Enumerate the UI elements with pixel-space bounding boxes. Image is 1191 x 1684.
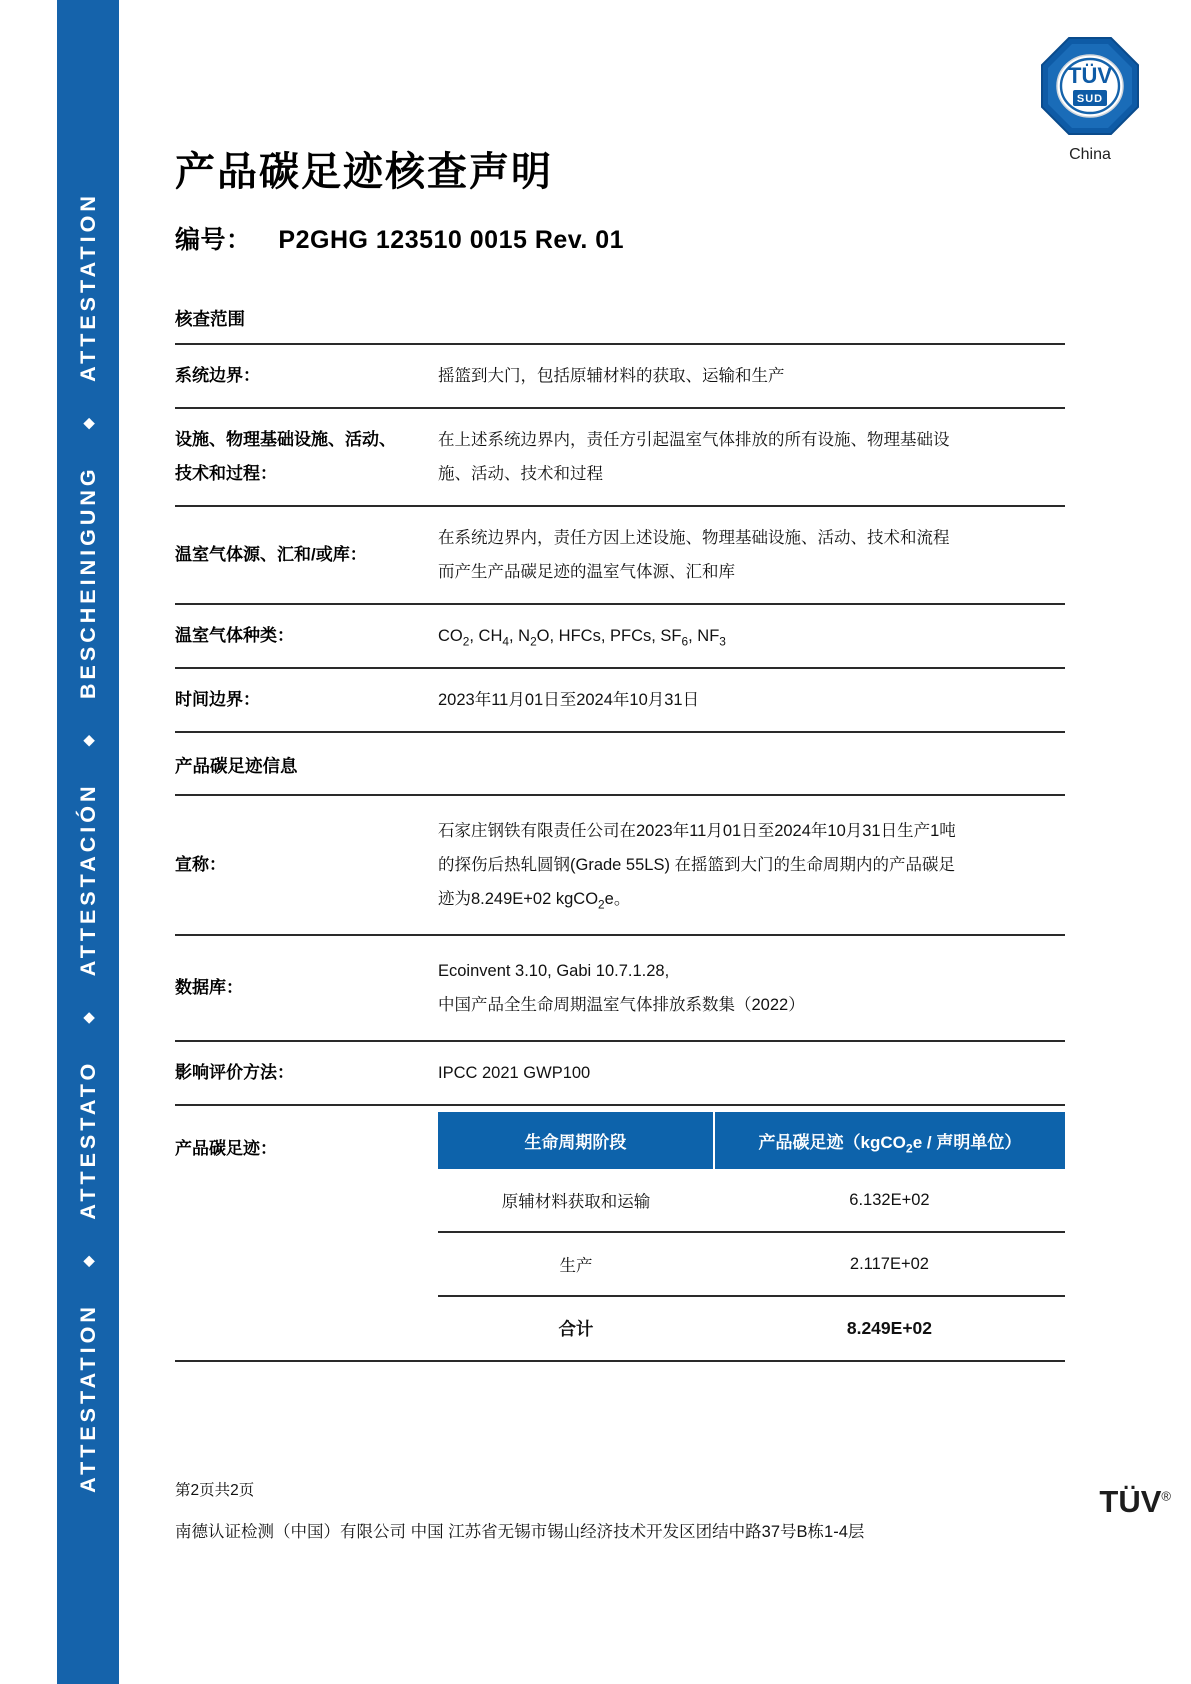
divider xyxy=(175,1360,1065,1362)
row-label-line: 技术和过程： xyxy=(175,464,277,483)
company-address: 南德认证检测（中国）有限公司 中国 江苏省无锡市锡山经济技术开发区团结中路37号B栋1-4层 xyxy=(175,1523,865,1541)
row-value-line: 而产生产品碳足迹的温室气体源、汇和库 xyxy=(438,563,735,581)
document-number-label: 编号： xyxy=(175,226,252,254)
sidebar-word-4: BESCHEINIGUNG xyxy=(75,464,100,699)
table-row-method xyxy=(175,1042,1065,1104)
document-number-value: P2GHG 123510 0015 Rev. 01 xyxy=(278,226,625,254)
sidebar-word-2: ATTESTATO xyxy=(75,1059,100,1220)
database-line-1: Ecoinvent 3.10, Gabi 10.7.1.28, xyxy=(438,962,670,980)
cell-value-total: 8.249E+02 xyxy=(846,1318,933,1338)
row-value xyxy=(438,423,1065,491)
row-value-line: 施、活动、技术和过程 xyxy=(438,465,603,483)
row-label: 影响评价方法： xyxy=(175,1063,294,1082)
row-value: IPCC 2021 GWP100 xyxy=(438,1064,591,1082)
claim-line-3: 迹为8.249E+02 kgCO$_2$e。 xyxy=(438,890,631,912)
table-row xyxy=(175,669,1065,731)
row-label: 温室气体种类： xyxy=(175,626,294,645)
cell-stage-total: 合计 xyxy=(558,1319,594,1339)
svg-text:TÜV: TÜV xyxy=(1068,63,1112,88)
page-number: 第2页共2页 xyxy=(175,1482,255,1499)
row-value-line: 2023年11月01日至2024年10月31日 xyxy=(438,691,700,709)
claim-line-1: 石家庄钢铁有限责任公司在2023年11月01日至2024年10月31日生产1吨 xyxy=(438,822,956,840)
cell-value: 2.117E+02 xyxy=(714,1232,1065,1296)
page-title: 产品碳足迹核查声明 xyxy=(175,150,553,194)
cell-stage: 原辅材料获取和运输 xyxy=(438,1169,714,1232)
row-label: 温室气体源、汇和/或库： xyxy=(175,545,367,564)
row-label: 数据库： xyxy=(175,978,243,997)
logo-caption: China xyxy=(1069,146,1111,163)
tuv-sud-logo xyxy=(1010,36,1170,164)
sidebar-word-5: ATTESTATION xyxy=(75,191,100,382)
row-label: 产品碳足迹： xyxy=(175,1139,277,1158)
table-row xyxy=(438,1232,1065,1296)
row-value-line: 摇篮到大门，包括原辅材料的获取、运输和生产 xyxy=(438,367,785,385)
row-value-gases: $CO_2$, $CH_4$, $N_2O$, HFCs, PFCs, $SF_6$, $NF_3$ xyxy=(438,627,726,649)
table-header-row xyxy=(438,1112,1065,1169)
sidebar-word-3: ATTESTACIÓN xyxy=(75,782,100,976)
cell-stage: 生产 xyxy=(438,1232,714,1296)
cell-value: 6.132E+02 xyxy=(714,1169,1065,1232)
table-row xyxy=(175,409,1065,505)
row-value xyxy=(438,521,1065,589)
table-row-claim xyxy=(175,796,1065,934)
diamond-icon: ◆ xyxy=(79,1011,97,1024)
document-number xyxy=(175,220,624,256)
row-value xyxy=(438,954,1065,1022)
section-title-pcf-info: 产品碳足迹信息 xyxy=(175,756,298,776)
row-label: 时间边界： xyxy=(175,690,260,709)
row-value xyxy=(438,683,1065,717)
table-row-database xyxy=(175,936,1065,1040)
section-title-scope: 核查范围 xyxy=(175,309,245,329)
document-page xyxy=(119,0,1191,1684)
table-row xyxy=(438,1169,1065,1232)
claim-line-2: 的探伤后热轧圆钢(Grade 55LS) 在摇篮到大门的生命周期内的产品碳足 xyxy=(438,856,956,874)
row-value xyxy=(438,359,1065,393)
pcf-results-table xyxy=(438,1112,1065,1360)
diamond-icon: ◆ xyxy=(79,734,97,747)
svg-text:SUD: SUD xyxy=(1076,93,1104,105)
tuv-octagon-icon xyxy=(1040,36,1140,136)
row-value-line: 在系统边界内，责任方因上述设施、物理基础设施、活动、技术和流程 xyxy=(438,529,950,547)
tuv-footer-text: TÜV xyxy=(1099,1484,1162,1519)
diamond-icon: ◆ xyxy=(79,1255,97,1267)
row-label: 系统边界： xyxy=(175,366,260,385)
row-label: 宣称： xyxy=(175,855,226,874)
pcf-table-block xyxy=(175,1106,1065,1360)
sidebar-vertical-text xyxy=(76,192,101,1493)
table-row xyxy=(175,605,1065,667)
column-header-value: 产品碳足迹（kgCO$_2$e / 声明单位） xyxy=(714,1112,1065,1169)
table-row-total xyxy=(438,1296,1065,1360)
row-label-line: 设施、物理基础设施、活动、 xyxy=(175,430,396,449)
tuv-footer-mark xyxy=(1099,1484,1171,1520)
column-header-stage: 生命周期阶段 xyxy=(438,1112,714,1169)
diamond-icon: ◆ xyxy=(79,417,97,429)
row-label xyxy=(175,423,438,491)
database-line-2: 中国产品全生命周期温室气体排放系数集（2022） xyxy=(438,996,805,1014)
page-footer xyxy=(175,1478,1065,1542)
table-row xyxy=(175,507,1065,603)
table-row xyxy=(175,345,1065,407)
sidebar-word-1: ATTESTATION xyxy=(75,1302,100,1493)
row-value xyxy=(438,814,1065,916)
left-blue-sidebar xyxy=(57,0,119,1684)
row-value-line: 在上述系统边界内，责任方引起温室气体排放的所有设施、物理基础设 xyxy=(438,431,950,449)
registered-icon: ® xyxy=(1161,1488,1171,1504)
